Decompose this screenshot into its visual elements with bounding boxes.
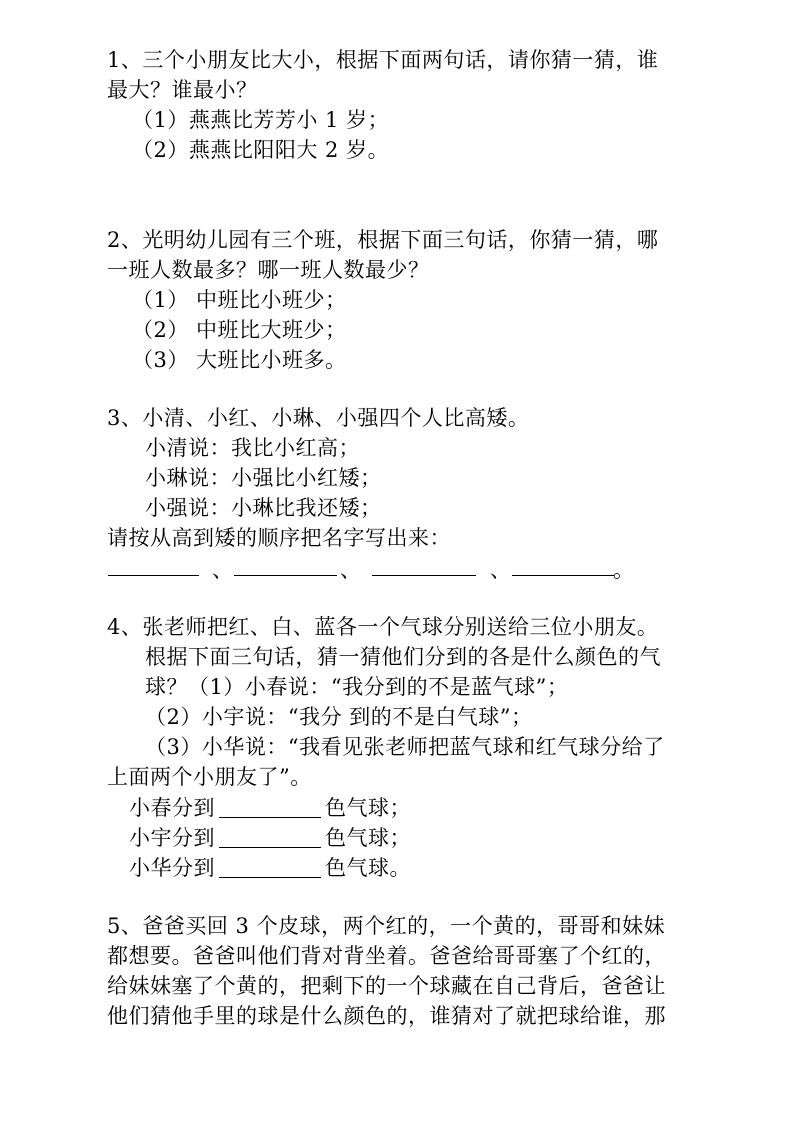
q4-text-line2: 根据下面三句话，猜一猜他们分到的各是什么颜色的气 bbox=[145, 645, 661, 669]
q3-answer-blank-4[interactable] bbox=[512, 575, 614, 576]
q3-instruction: 请按从高到矮的顺序把名字写出来： bbox=[107, 526, 451, 550]
q4-answer-3-suffix: 色气球。 bbox=[325, 856, 411, 880]
q2-text-line1: 2、光明幼儿园有三个班，根据下面三句话，你猜一猜，哪 bbox=[107, 228, 659, 252]
q3-separator-1: 、 bbox=[212, 558, 234, 582]
q1-clue-2: （2）燕燕比阳阳大 2 岁。 bbox=[132, 138, 390, 162]
q4-text-line5: （3）小华说：“我看见张老师把蓝气球和红气球分给了 bbox=[145, 735, 665, 759]
q3-answer-blank-3[interactable] bbox=[372, 575, 476, 576]
q3-text-line1: 3、小清、小红、小琳、小强四个人比高矮。 bbox=[107, 406, 530, 430]
q2-text-line2: 一班人数最多？哪一班人数最少？ bbox=[107, 258, 430, 282]
q4-answer-2-blank[interactable] bbox=[219, 847, 321, 848]
q4-answer-1-blank[interactable] bbox=[219, 817, 321, 818]
q2-clue-1: （1） 中班比小班少； bbox=[132, 288, 347, 312]
q2-clue-2: （2） 中班比大班少； bbox=[132, 318, 347, 342]
q4-text-line3: 球？（1）小春说：“我分到的不是蓝气球”； bbox=[145, 675, 569, 699]
q3-answer-blank-1[interactable] bbox=[108, 575, 199, 576]
q3-separator-2: 、 bbox=[340, 558, 362, 582]
q3-statement-1: 小清说：我比小红高； bbox=[145, 436, 360, 460]
q1-clue-1: （1）燕燕比芳芳小 1 岁； bbox=[132, 108, 390, 132]
q4-answer-1-suffix: 色气球； bbox=[325, 796, 411, 820]
q1-text-line2: 最大？谁最小？ bbox=[107, 78, 258, 102]
q3-separator-3: 、 bbox=[490, 558, 512, 582]
q4-answer-3-blank[interactable] bbox=[219, 877, 321, 878]
q3-end-mark: 。 bbox=[613, 558, 635, 582]
q2-clue-3: （3） 大班比小班多。 bbox=[132, 348, 347, 372]
q1-text-line1: 1、三个小朋友比大小，根据下面两句话，请你猜一猜，谁 bbox=[107, 48, 659, 72]
q4-text-line6: 上面两个小朋友了”。 bbox=[107, 765, 312, 789]
q3-answer-blank-2[interactable] bbox=[234, 575, 337, 576]
q3-statement-3: 小强说：小琳比我还矮； bbox=[145, 496, 382, 520]
q4-answer-1-label: 小春分到 bbox=[129, 796, 215, 820]
q4-answer-2-label: 小宇分到 bbox=[129, 826, 215, 850]
q4-answer-2-suffix: 色气球； bbox=[325, 826, 411, 850]
q4-text-line1: 4、张老师把红、白、蓝各一个气球分别送给三位小朋友。 bbox=[107, 615, 659, 639]
q5-text-line1: 5、爸爸买回 3 个皮球，两个红的，一个黄的，哥哥和妹妹 bbox=[107, 914, 666, 938]
q5-text-line3: 给妹妹塞了个黄的，把剩下的一个球藏在自己背后，爸爸让 bbox=[107, 974, 666, 998]
q4-answer-3-label: 小华分到 bbox=[129, 856, 215, 880]
q4-text-line4: （2）小宇说：“我分 到的不是白气球”； bbox=[145, 705, 533, 729]
q5-text-line2: 都想要。爸爸叫他们背对背坐着。爸爸给哥哥塞了个红的， bbox=[107, 944, 666, 968]
q5-text-line4: 他们猜他手里的球是什么颜色的，谁猜对了就把球给谁，那 bbox=[107, 1004, 666, 1028]
q3-statement-2: 小琳说：小强比小红矮； bbox=[145, 466, 382, 490]
